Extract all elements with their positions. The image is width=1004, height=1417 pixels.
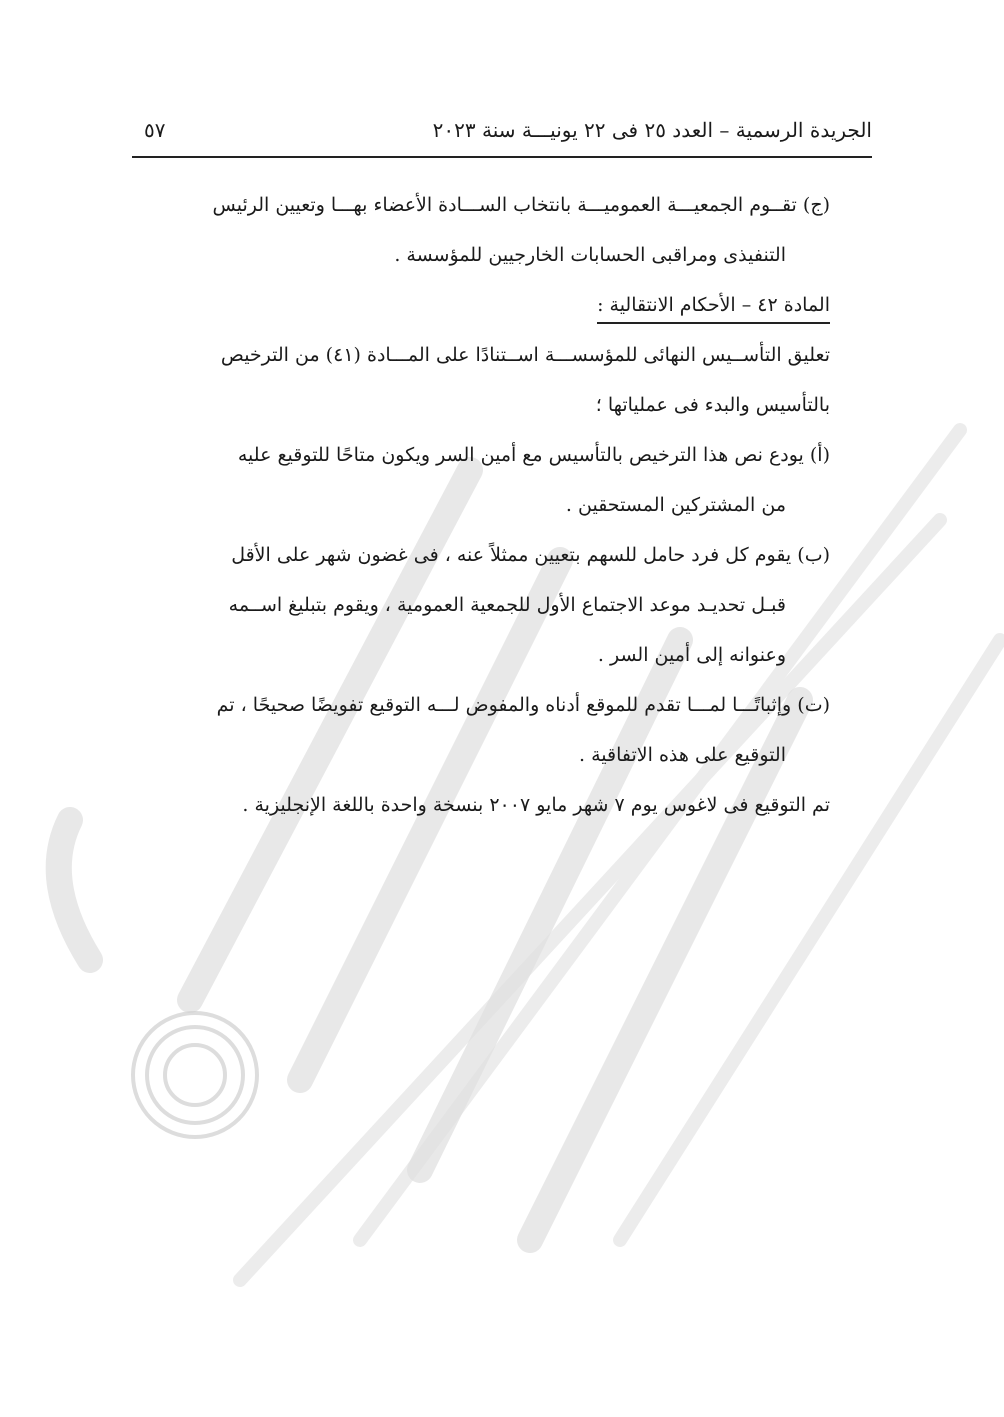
clause-text: وإثباتًـــا لمـــا تقدم للموقع أدناه والمفوض لـــه التوقيع تفويضًا صحيحًا ، تم [216, 694, 792, 716]
gazette-header-title: الجريدة الرسمية – العدد ٢٥ فى ٢٢ يونيـــة سنة ٢٠٢٣ [432, 118, 872, 142]
clause-label: (ب) [797, 544, 830, 566]
page-number: ٥٧ [144, 118, 166, 142]
clause-text-continued: التوقيع على هذه الاتفاقية . [579, 744, 786, 766]
emblem-seal-icon [133, 1013, 257, 1137]
page-header [132, 112, 872, 152]
clause-t [132, 680, 830, 780]
signing-statement: تم التوقيع فى لاغوس يوم ٧ شهر مايو ٢٠٠٧ بنسخة واحدة باللغة الإنجليزية . [242, 794, 830, 816]
document-body [132, 180, 830, 830]
clause-label: (ج) [802, 194, 830, 216]
clause-text-continued: قبـل تحديـد موعد الاجتماع الأول للجمعية العمومية ، ويقوم بتبليغ اســمه [228, 594, 786, 616]
header-divider [132, 156, 872, 158]
clause-a [132, 430, 830, 530]
clause-j [132, 180, 830, 280]
clause-text-continued: من المشتركين المستحقين . [565, 494, 786, 516]
transitional-intro [132, 330, 830, 430]
clause-text-continued: التنفيذى ومراقبى الحسابات الخارجيين للمؤسسة . [394, 244, 786, 266]
clause-text: يودع نص هذا الترخيص بالتأسيس مع أمين السر ويكون متاحًا للتوقيع عليه [237, 444, 804, 466]
article-heading: المادة ٤٢ – الأحكام الانتقالية : [597, 288, 830, 324]
paragraph-line: بالتأسيس والبدء فى عملياتها ؛ [595, 394, 830, 416]
clause-text: يقوم كل فرد حامل للسهم بتعيين ممثلاً عنه ، فى غضون شهر على الأقل [231, 544, 792, 566]
paragraph-line: تعليق التأســيس النهائى للمؤسســـة اســتنادًا على المـــادة (٤١) من الترخيص [220, 344, 830, 366]
clause-text-continued: وعنوانه إلى أمين السر . [597, 644, 786, 666]
clause-label: (أ) [809, 444, 830, 466]
clause-label: (ت) [797, 694, 830, 716]
clause-text: تقــوم الجمعيـــة العموميـــة بانتخاب الســـادة الأعضاء بهـــا وتعيين الرئيس [212, 194, 797, 216]
clause-b [132, 530, 830, 680]
